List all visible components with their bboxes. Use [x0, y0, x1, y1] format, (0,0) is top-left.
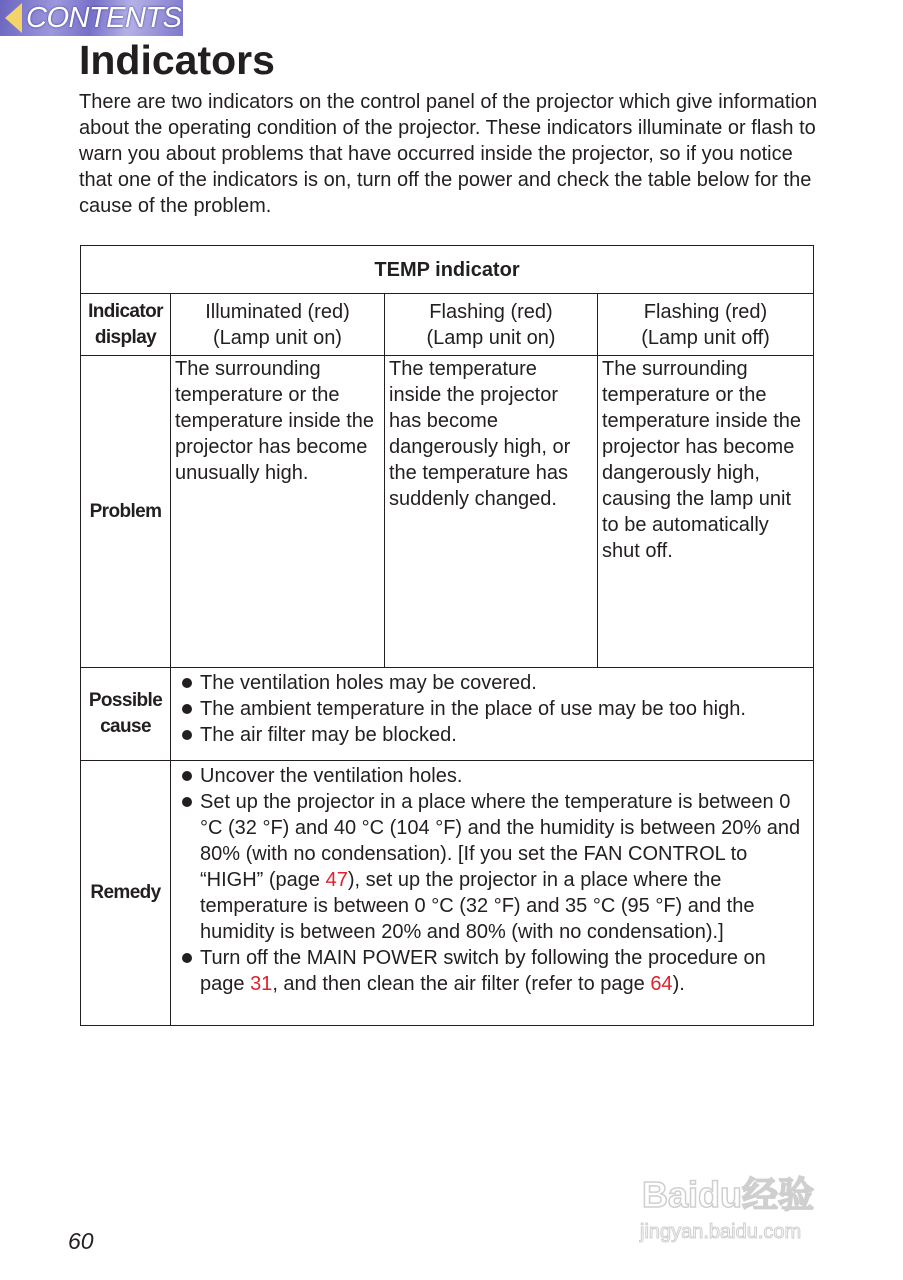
table-row [81, 668, 814, 761]
baidu-watermark [640, 1145, 860, 1250]
contents-button[interactable] [0, 0, 183, 36]
row-label-indicator-display: Indicator display [81, 294, 171, 356]
page-link-64[interactable]: 64 [650, 973, 673, 995]
watermark-logo: Baidu经验 [642, 1174, 815, 1215]
table-row [81, 761, 814, 1026]
page-title: Indicators [79, 37, 275, 83]
problem-cell: The surrounding temperature or the temperature inside the projector has become unusually high. [171, 356, 385, 668]
page-number: 60 [68, 1228, 94, 1254]
contents-label: CONTENTS [26, 2, 182, 34]
page-link-31[interactable]: 31 [250, 973, 273, 995]
display-cell: Flashing (red) (Lamp unit off) [598, 294, 814, 356]
temp-indicator-table [80, 245, 814, 1026]
page-link-47[interactable]: 47 [325, 869, 348, 891]
cause-item: The ventilation holes may be covered. [175, 670, 809, 696]
remedy-item: Set up the projector in a place where the temperature is between 0 °C (32 °F) and 40 °C (104 °F) and the humidity is between 20% and 80% (with no condensation). [If you set the FAN CONTROL to “HIGH” (page 47), set up the projector in a place where the temperature is between 0 °C (32 °F) and 35 °C (95 °F) and the humidity is between 20% and 80% (with no condensation).] [175, 789, 809, 945]
back-arrow-icon [5, 3, 22, 33]
row-label-problem: Problem [81, 356, 171, 668]
display-cell: Illuminated (red) (Lamp unit on) [171, 294, 385, 356]
row-label-remedy: Remedy [81, 761, 171, 1026]
problem-cell: The surrounding temperature or the temperature inside the projector has become dangerously high, causing the lamp unit to be automatically shut off. [598, 356, 814, 668]
remedy-item: Turn off the MAIN POWER switch by following the procedure on page 31, and then clean the air filter (refer to page 64). [175, 945, 809, 997]
display-cell: Flashing (red) (Lamp unit on) [385, 294, 598, 356]
row-label-possible-cause: Possible cause [81, 668, 171, 761]
problem-cell: The temperature inside the projector has become dangerously high, or the temperature has suddenly changed. [385, 356, 598, 668]
table-row [81, 294, 814, 356]
intro-paragraph: There are two indicators on the control panel of the projector which give information about the operating condition of the projector. These indicators illuminate or flash to warn you about problems that have occurred inside the projector, so if you notice that one of the indicators is on, turn off the power and check the table below for the cause of the problem. [79, 91, 818, 217]
remedy-cell [171, 761, 814, 1026]
cause-cell [171, 668, 814, 761]
watermark-url: jingyan.baidu.com [640, 1221, 802, 1243]
table-header: TEMP indicator [81, 246, 814, 294]
table-row [81, 356, 814, 668]
remedy-item: Uncover the ventilation holes. [175, 763, 809, 789]
cause-item: The air filter may be blocked. [175, 722, 809, 748]
cause-item: The ambient temperature in the place of use may be too high. [175, 696, 809, 722]
